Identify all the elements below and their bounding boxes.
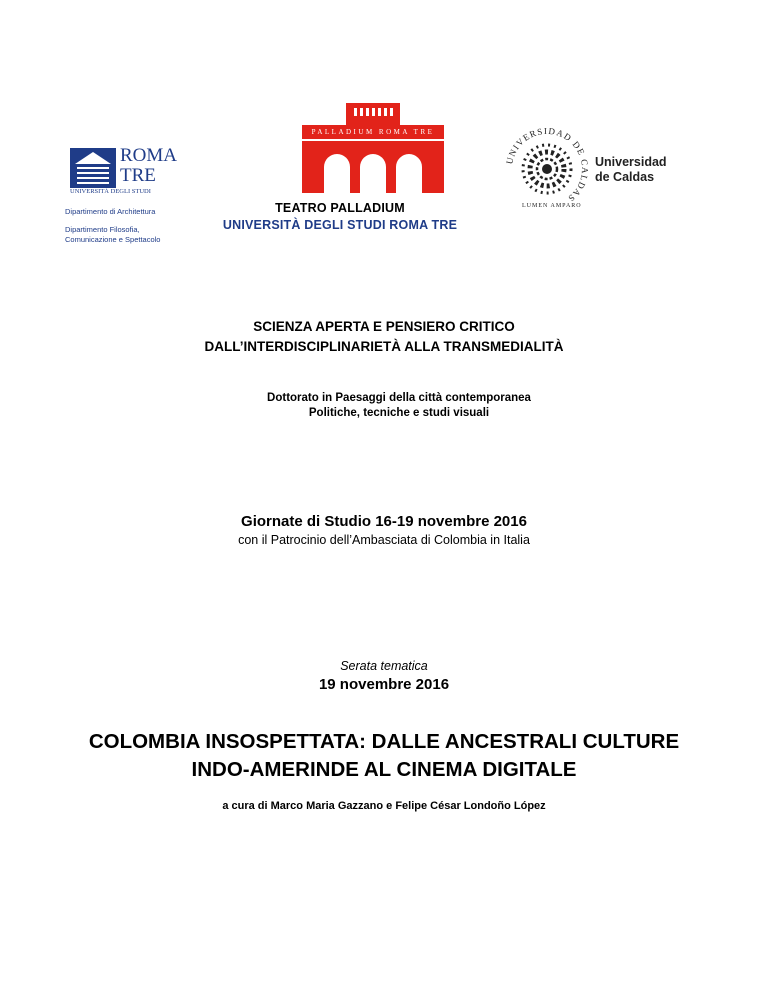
caldas-name-line2: de Caldas [595, 170, 655, 184]
roma-tre-logo [70, 145, 178, 195]
headline-line2: DALL’INTERDISCIPLINARIETÀ ALLA TRANSMEDIALITÀ [204, 339, 564, 354]
event-title-line1: COLOMBIA INSOSPETTATA: DALLE ANCESTRALI CULTURE [88, 730, 680, 753]
caldas-name [595, 155, 667, 185]
serata-date: 19 novembre 2016 [318, 676, 450, 693]
palladium-university: UNIVERSITÀ DEGLI STUDI ROMA TRE [222, 218, 458, 232]
palladium-banner-text: PALLADIUM ROMA TRE [311, 128, 435, 136]
roma-tre-word-tre: TRE [120, 165, 156, 186]
palladium-logo [302, 103, 444, 193]
giornate-title: Giornate di Studio 16-19 novembre 2016 [241, 513, 527, 530]
dept-filosofia-line1: Dipartimento Filosofia, [65, 225, 140, 234]
serata-label: Serata tematica [340, 659, 428, 673]
event-title-line2: INDO-AMERINDE AL CINEMA DIGITALE [191, 758, 577, 781]
curators: a cura di Marco Maria Gazzano e Felipe César Londoño López [222, 800, 546, 812]
roma-tre-university-label: UNIVERSITÀ DEGLI STUDI [70, 188, 151, 195]
dottorato-line2: Politiche, tecniche e studi visuali [308, 407, 490, 419]
caldas-seal-icon [502, 124, 592, 214]
roma-tre-word-roma: ROMA [120, 145, 178, 166]
dept-filosofia-line2: Comunicazione e Spettacolo [65, 235, 161, 244]
dept-architettura: Dipartimento di Architettura [65, 207, 156, 216]
teatro-palladium-title: TEATRO PALLADIUM [275, 201, 405, 215]
giornate-patrocinio: con il Patrocinio dell’Ambasciata di Colombia in Italia [238, 533, 530, 547]
caldas-name-line1: Universidad [595, 155, 667, 169]
caldas-motto: LUMEN AMPARO [522, 203, 582, 209]
caldas-ring-text: UNIVERSIDAD DE CALDAS [504, 125, 591, 205]
caldas-seal [502, 124, 592, 214]
headline-line1: SCIENZA APERTA E PENSIERO CRITICO [253, 319, 515, 334]
dottorato-line1: Dottorato in Paesaggi della città contemporanea [267, 392, 531, 404]
palladium-building-icon [302, 103, 444, 193]
roma-tre-emblem-icon [70, 148, 116, 188]
